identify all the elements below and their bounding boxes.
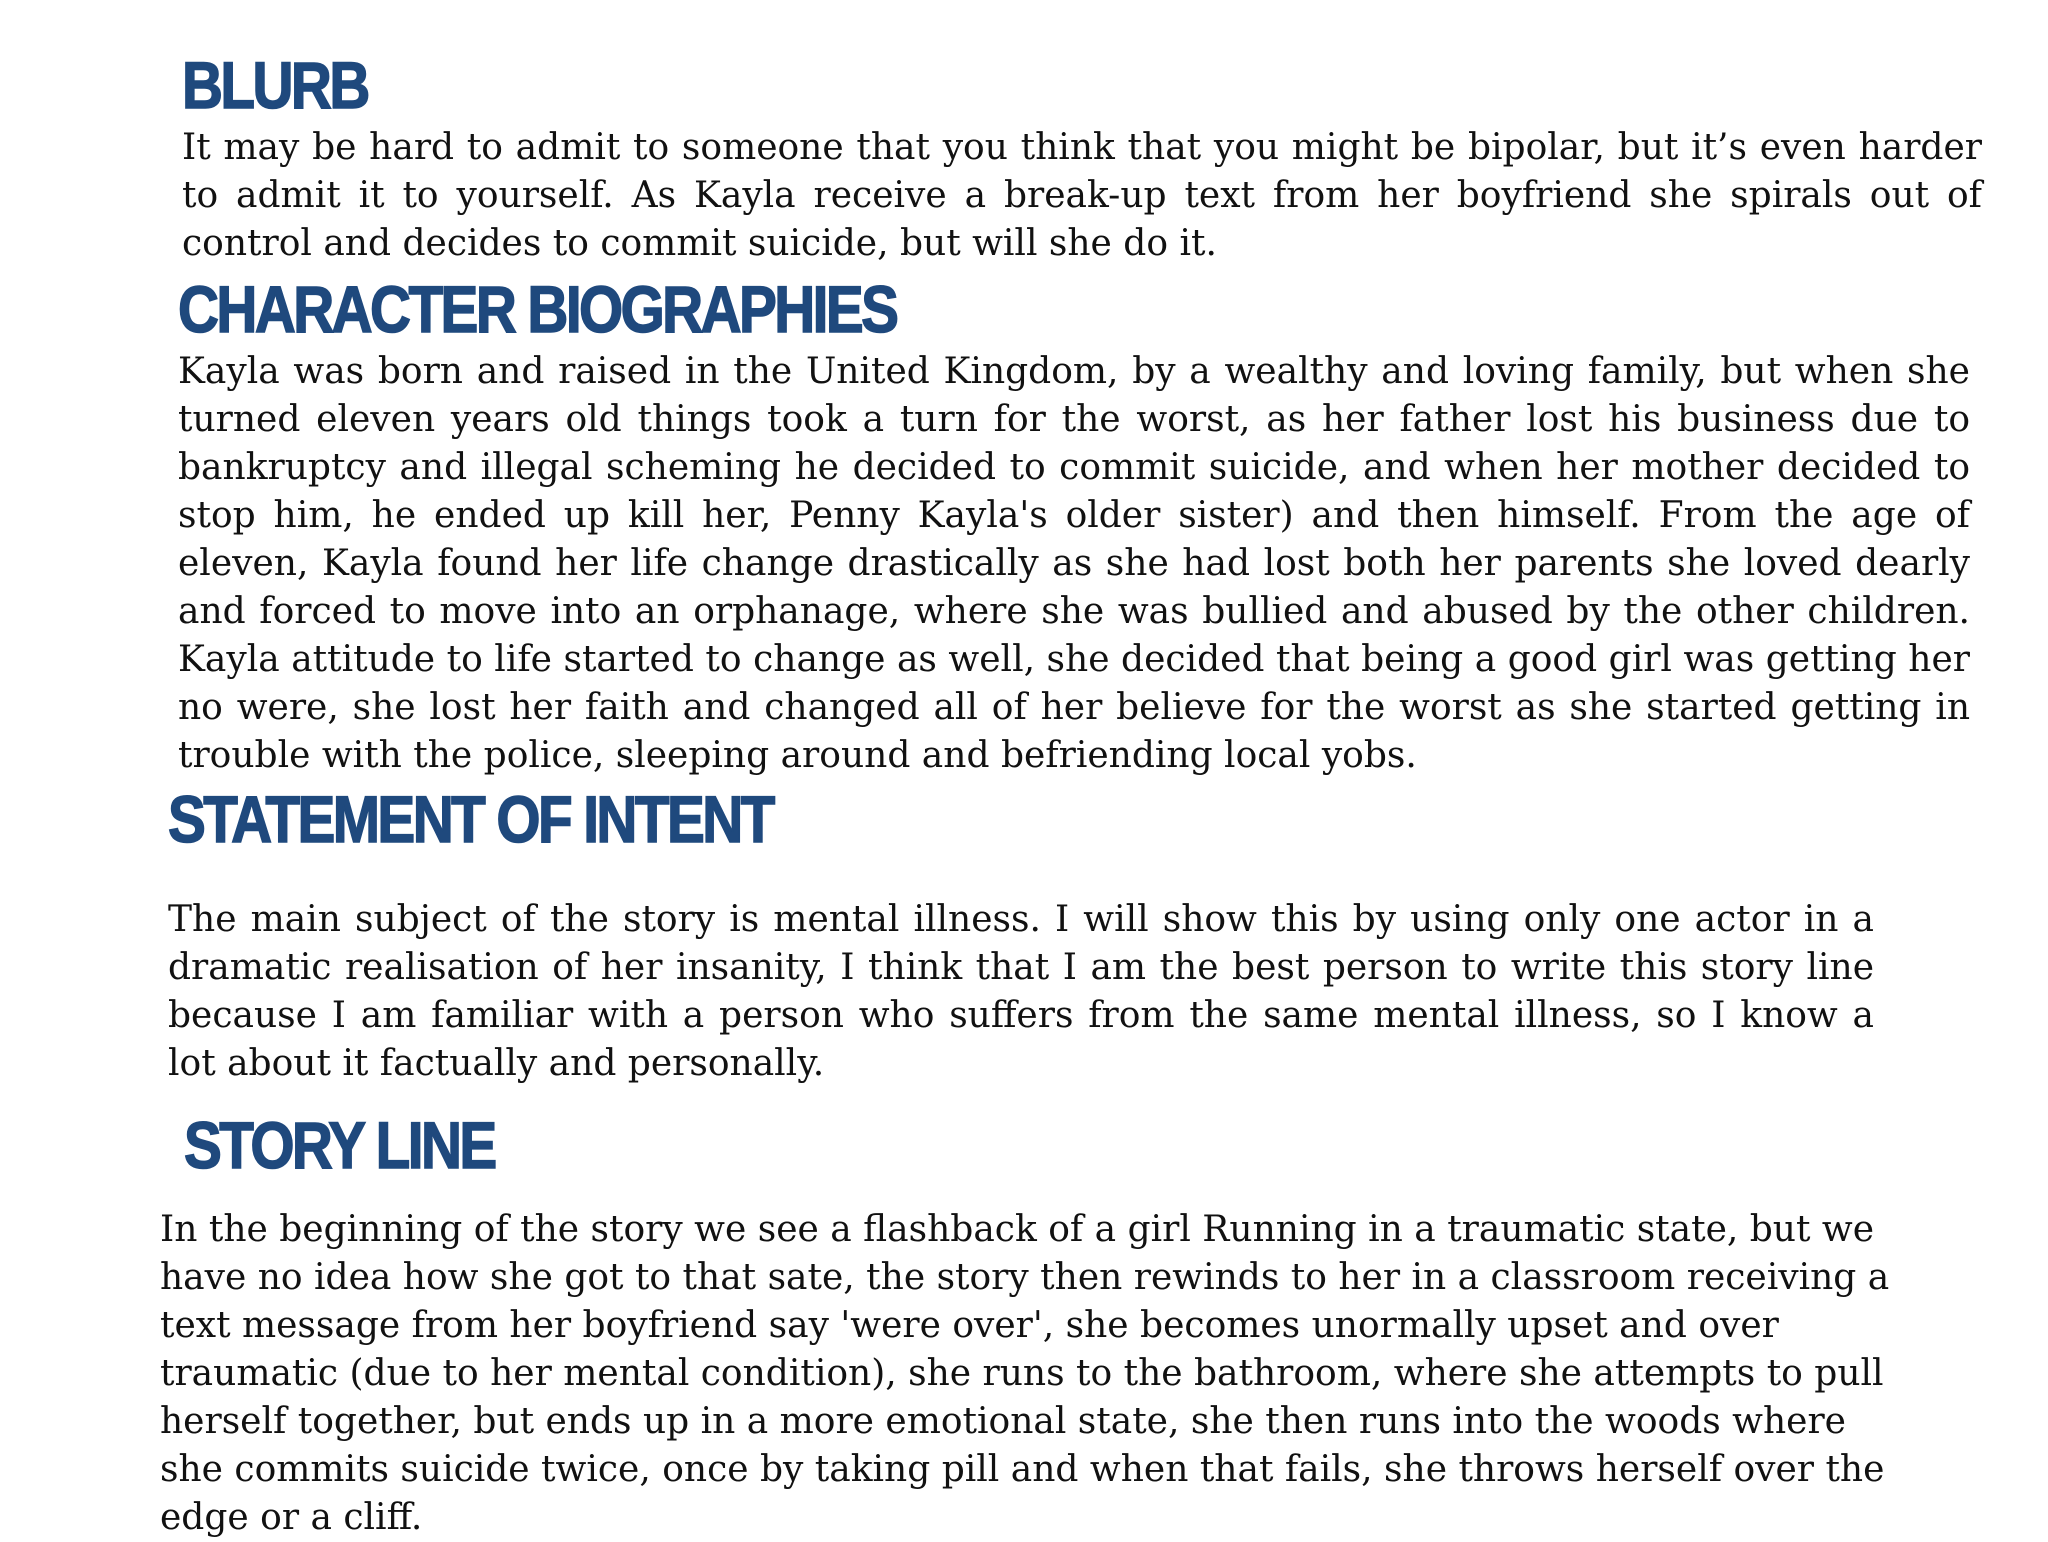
- blurb-text: It may be hard to admit to someone that you think that you might be bipolar, but it’s even harder to admit it to yourself. As Kayla receive a break-up text from her boyfriend she spirals out of control and decides to commit suicide, but will she do it.: [182, 127, 1982, 264]
- blurb-heading: BLURB: [182, 48, 368, 122]
- statement-of-intent-text: The main subject of the story is mental illness. I will show this by using only one actor in a dramatic realisation of her insanity, I think that I am the best person to write this story line because I am familiar with a person who suffers from the same mental illness, so I know a lot about it factually and personally.: [168, 899, 1874, 1084]
- character-biographies-section: [178, 272, 1970, 780]
- blurb-section: [182, 48, 1982, 268]
- statement-of-intent-heading: STATEMENT OF INTENT: [168, 782, 773, 856]
- character-biographies-text: Kayla was born and raised in the United Kingdom, by a wealthy and loving family, but when she turned eleven years old things took a turn for the worst, as her father lost his business due to bankruptcy and illegal scheming he decided to commit suicide, and when her mother decided to stop him, he ended up kill her, Penny Kayla's older sister) and then himself. From the age of eleven, Kayla found her life change drastically as she had lost both her parents she loved dearly and forced to move into an orphanage, where she was bullied and abused by the other children. Kayla attitude to life started to change as well, she decided that being a good girl was getting her no were, she lost her faith and changed all of her believe for the worst as she started getting in trouble with the police, sleeping around and befriending local yobs.: [178, 351, 1970, 776]
- story-line-text: In the beginning of the story we see a flashback of a girl Running in a traumatic state, but we have no idea how she got to that sate, the story then rewinds to her in a classroom receiving a text message from her boyfriend say 'were over', she becomes unormally upset and over traumatic (due to her mental condition), she runs to the bathroom, where she attempts to pull herself together, but ends up in a more emotional state, she then runs into the woods where she commits suicide twice, once by taking pill and when that fails, she throws herself over the edge or a cliff.: [160, 1209, 1890, 1538]
- statement-of-intent-section: [168, 782, 1874, 1088]
- story-line-section: [160, 1108, 1900, 1542]
- story-line-heading: STORY LINE: [184, 1108, 495, 1182]
- character-biographies-heading: CHARACTER BIOGRAPHIES: [178, 272, 897, 346]
